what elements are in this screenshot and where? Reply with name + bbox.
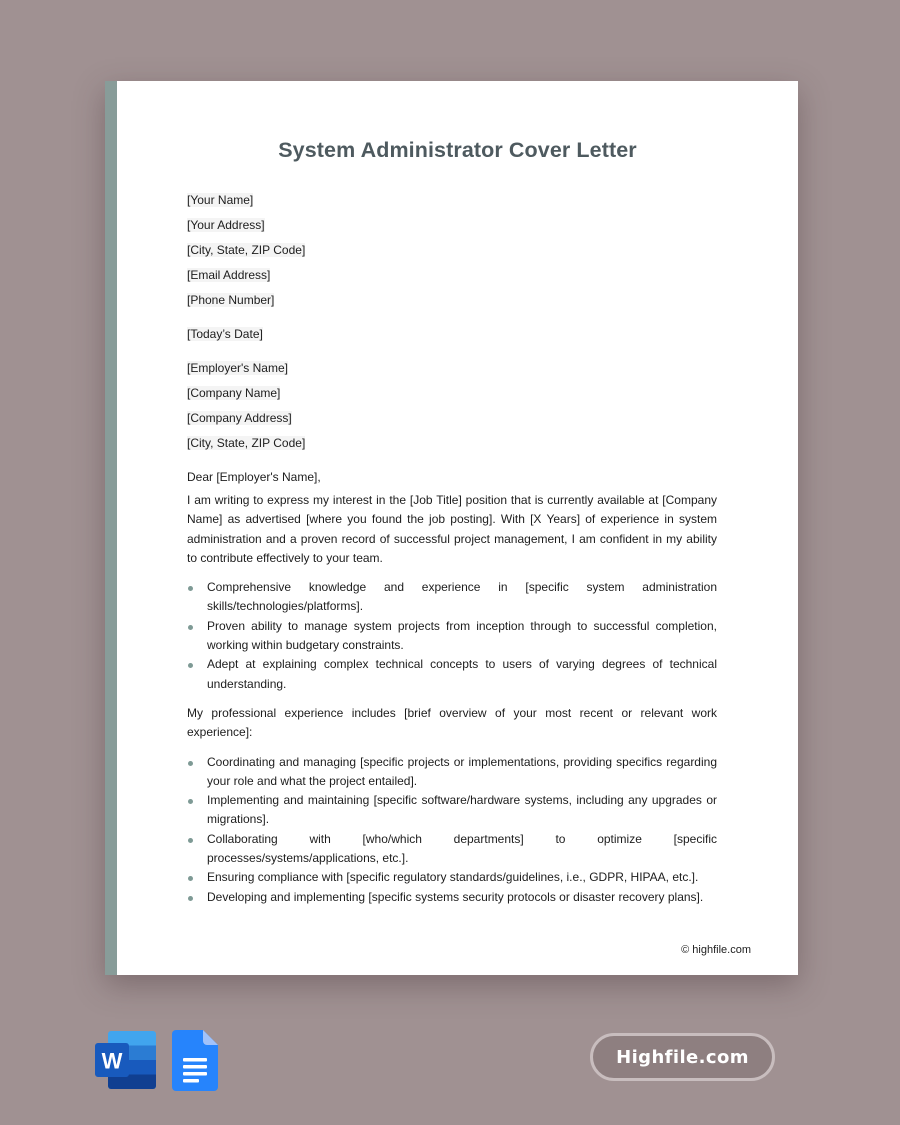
recipient-line: [Company Address] [187, 411, 292, 425]
sender-line: [Email Address] [187, 268, 271, 282]
recipient-line: [City, State, ZIP Code] [187, 436, 306, 450]
bullet-dot [188, 663, 193, 668]
experience-list [187, 753, 717, 907]
list-item: Implementing and maintaining [specific software/hardware systems, including any upgrades or migrations]. [187, 791, 717, 830]
bullet-dot [188, 799, 193, 804]
list-item: Developing and implementing [specific systems security protocols or disaster recovery plans]. [187, 888, 717, 907]
sender-line: [Your Address] [187, 218, 265, 232]
recipient-line: [Company Name] [187, 386, 281, 400]
salutation: Dear [Employer's Name], [187, 470, 321, 484]
bullet-dot [188, 586, 193, 591]
list-item: Collaborating with [who/which departments] to optimize [specific processes/systems/applications, etc.]. [187, 830, 717, 869]
letter-date: [Today’s Date] [187, 327, 263, 341]
experience-paragraph: My professional experience includes [brief overview of your most recent or relevant work experience]: [187, 705, 717, 740]
sender-line: [Phone Number] [187, 293, 275, 307]
sender-line: [City, State, ZIP Code] [187, 243, 306, 257]
list-item: Ensuring compliance with [specific regulatory standards/guidelines, i.e., GDPR, HIPAA, etc.]. [187, 868, 717, 887]
recipient-line: [Employer's Name] [187, 361, 288, 375]
brand-link-button[interactable]: Highfile.com [590, 1033, 775, 1081]
list-item: Comprehensive knowledge and experience in [specific system administration skills/technologies/platforms]. [187, 578, 717, 617]
bullet-dot [188, 761, 193, 766]
letter-body [187, 192, 717, 917]
google-docs-icon[interactable] [172, 1030, 218, 1091]
bullet-dot [188, 896, 193, 901]
list-item: Proven ability to manage system projects from inception through to successful completion, working within budgetary constraints. [187, 617, 717, 656]
bullet-dot [188, 625, 193, 630]
list-item: Adept at explaining complex technical concepts to users of varying degrees of technical understanding. [187, 655, 717, 694]
document-title: System Administrator Cover Letter [278, 138, 637, 162]
bullet-dot [188, 876, 193, 881]
list-item: Coordinating and managing [specific projects or implementations, providing specifics regarding your role and what the project entailed]. [187, 753, 717, 792]
sender-line: [Your Name] [187, 193, 254, 207]
page-accent-bar [105, 81, 117, 975]
microsoft-word-icon[interactable] [94, 1030, 158, 1090]
bullet-dot [188, 838, 193, 843]
intro-paragraph: I am writing to express my interest in the [Job Title] position that is currently available at [Company Name] as advertised [where you found the job posting]. With [X Years] of experience in system administration and a proven record of successful project management, I am confident in my ability to contribute effectively to your team. [187, 493, 717, 565]
svg-text:W: W [101, 1048, 123, 1074]
copyright-notice: © highfile.com [681, 944, 751, 956]
document-page [105, 81, 798, 975]
strengths-list [187, 578, 717, 694]
